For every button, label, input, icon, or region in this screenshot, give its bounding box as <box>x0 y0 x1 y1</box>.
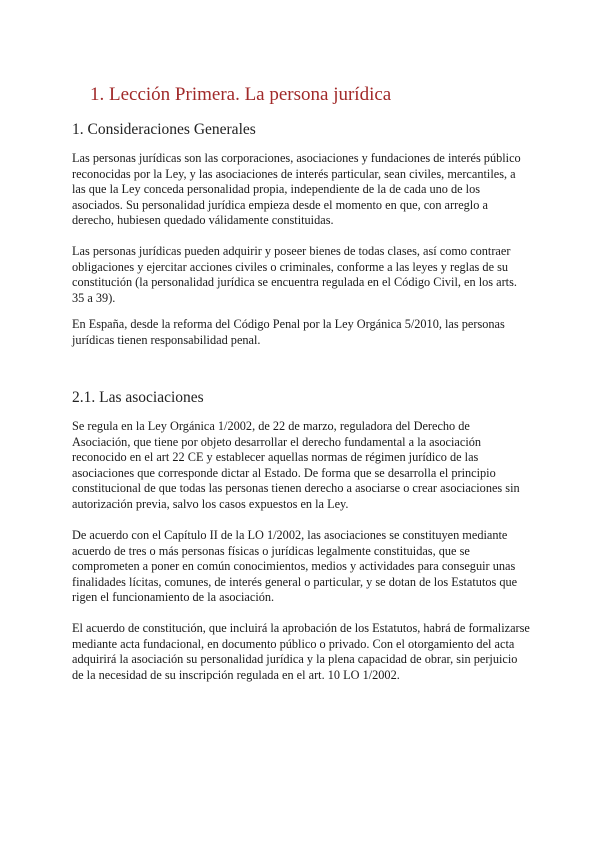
page-title: 1. Lección Primera. La persona jurídica <box>90 84 392 105</box>
paragraph-constitucion-asociaciones: De acuerdo con el Capítulo II de la LO 1/2002, las asociaciones se constituyen mediante acuerdo de tres o más personas físicas o jurídicas legalmente constituidas, que se comprometen a poner en común conocimientos, medios y actividades para conseguir unas finalidades lícitas, comunes, de interés general o particular, y se dotan de los Estatutos que rigen el funcionamiento de la asociación. <box>72 528 518 605</box>
paragraph-regulacion-asociaciones: Se regula en la Ley Orgánica 1/2002, de 22 de marzo, reguladora del Derecho de Asociación, que tiene por objeto desarrollar el derecho fundamental a la asociación reconocido en el art 22 CE y establecer aquellas normas de régimen jurídico de las asociaciones que corresponde dictar al Estado. De forma que se desarrolla el principio constitucional de que todas las personas tienen derecho a asociarse o crear asociaciones sin autorización previa, salvo los casos expuestos en la Ley. <box>72 419 520 511</box>
paragraph-responsabilidad-penal: En España, desde la reforma del Código Penal por la Ley Orgánica 5/2010, las personas jurídicas tienen responsabilidad penal. <box>72 317 505 347</box>
paragraph-personas-juridicas-capacidad: Las personas jurídicas pueden adquirir y poseer bienes de todas clases, así como contraer obligaciones y ejercitar acciones civiles o criminales, conforme a las leyes y reglas de su constitución (la personalidad jurídica se encuentra regulada en el Código Civil, en los arts. 35 a 39). <box>72 244 517 305</box>
section-heading-asociaciones: 2.1. Las asociaciones <box>72 389 204 406</box>
paragraph-personas-juridicas-definicion: Las personas jurídicas son las corporaciones, asociaciones y fundaciones de interés público reconocidas por la Ley, y las asociaciones de interés particular, sean civiles, mercantiles, a las que la Ley conceda personalidad propia, independiente de la de cada uno de los asociados. Su personalidad jurídica empieza desde el momento en que, con arreglo a derecho, hubiesen quedado válidamente constituidas. <box>72 151 521 228</box>
paragraph-acuerdo-constitucion: El acuerdo de constitución, que incluirá la aprobación de los Estatutos, habrá de formalizarse mediante acta fundacional, en documento público o privado. Con el otorgamiento del acta adquirirá la asociación su personalidad jurídica y la plena capacidad de obrar, sin perjuicio de la necesidad de su inscripción regulada en el art. 10 LO 1/2002. <box>72 621 530 682</box>
section-heading-consideraciones: 1. Consideraciones Generales <box>72 121 256 138</box>
